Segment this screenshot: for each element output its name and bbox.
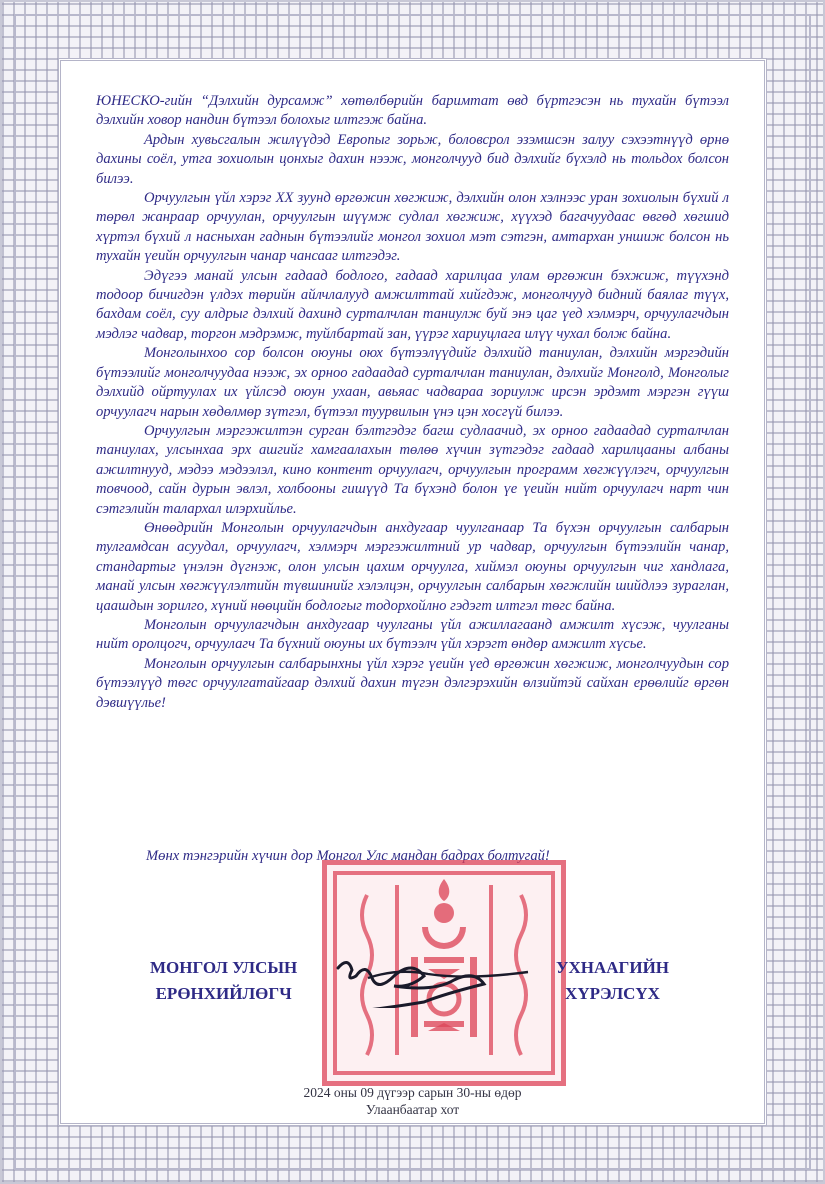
paragraph: Орчуулгын мэргэжилтэн сурган бэлтгэдэг багш судлаачид, эх орноо гадаадад сурталчлан таниулах, улсынхаа эрх ашгийг хамгаалахын төлөө хүчин зүтгэдэг гадаад харилцааны албаны ажилтнууд, мэдээ мэдээлэл, кино контент орчуулагч, орчуулгын программ хөгжүүлэгч, орчуулгын товчоод, сайн дурын эвлэл, холбооны гишүүд Та бүхэнд болон үе үеийн нийт орчуулагч нарт чин сэтгэлийн талархал илэрхийлье. — [96, 422, 729, 517]
paragraph: Монголын орчуулагчдын анхдугаар чуулганы үйл ажиллагаанд амжилт хүсэж, чуулганы нийт оролцогч, орчуулагч Та бүхний оюуны их бүтээлч үйл хэрэгт өндөр амжилт хүсье. — [96, 616, 729, 653]
paragraph: Өнөөдрийн Монголын орчуулагчдын анхдугаар чуулганаар Та бүхэн орчуулгын салбарын тулгамдсан асуудал, орчуулагч, хэлмэрч мэргэжилтний ур чадвар, орчуулгын бүтээлийн чанар, стандартыг үнэлэн дүгнэж, олон улсын цахим орчуулга, хиймэл оюуны орчуулгын чиг хандлага, манай улсын хөгжүүлэлтийн түвшинийг хэлэлцэн, орчуулгын салбарын хөгжлийн шийдлээ зураглан, цаашдын зорилго, хүний нөөцийн бодлогыг тодорхойлно гэдэгт илтгэл төгс байна. — [96, 519, 729, 614]
signatory-name-line: УХНААГИЙН — [556, 958, 670, 977]
place-line: Улаанбаатар хот — [365, 1102, 460, 1117]
signatory-title — [150, 955, 297, 1007]
date-place — [0, 1084, 825, 1118]
handwritten-signature-icon — [308, 948, 558, 1008]
signatory-title-line: МОНГОЛ УЛСЫН — [150, 958, 298, 977]
signatory-title-line: ЕРӨНХИЙЛӨГЧ — [155, 984, 292, 1003]
paragraph: Ардын хувьсгалын жилүүдэд Европыг зорьж, боловсрол эзэмшсэн залуу сэхээтнүүд өрнө дахины соёл, утга зохиолын цонхыг дахин нээж, монголчууд бид дэлхийг бүхэлд нь тольдох болсон билээ. — [96, 131, 729, 187]
paragraph: Монголынхоо сор болсон оюуны оюх бүтээлүүдийг дэлхийд таниулан, дэлхийн мэргэдийн бүтээлийг монголчуудаа нээж, эх орноо гадаадад сурталчлан таниулан, дэлхийг Монголд, Монголыг дэлхийд ойртуулах их үйлсэд оюун ухаан, авьяас чадвараа зориулж ирсэн эрдэмт мэргэн гүүш орчуулагч нарын хөдөлмөр зүтгэл, бүтээл туурвилын үнэ цэн хосгүй билээ. — [96, 345, 729, 420]
signatory-name — [556, 955, 669, 1007]
paragraph: Эдүгээ манай улсын гадаад бодлого, гадаад харилцаа улам өргөжин бэхжиж, түүхэнд тодоор бичигдэн үлдэх төрийн айлчлалууд амжилттай хийгдэж, монголчууд бидний баялаг түүх, бахдам соёл, суу алдрыг дэлхий дахинд сурталчлан таниулж буй энэ цаг үед хэлмэрч, орчуулагчдын мэдлэг чадвар, торгон мэдрэмж, туйлбартай зан, үүрэг хариуцлага илүү чухал болж байна. — [96, 267, 729, 342]
date-line: 2024 оны 09 дүгээр сарын 30-ны өдөр — [303, 1085, 522, 1100]
closing-line: Мөнх тэнгэрийн хүчин дор Монгол Улс мандан бадрах болтугай! — [146, 848, 550, 864]
paragraph: ЮНЕСКО-гийн “Дэлхийн дурсамж” хөтөлбөрийн баримтат өвд бүртгэсэн нь тухайн бүтээл дэлхийн ховор нандин бүтээл болохыг илтгэж байна. — [96, 93, 729, 129]
letter-body — [96, 92, 729, 713]
paragraph: Монголын орчуулгын салбарынхны үйл хэрэг үеийн үед өргөжин хөгжиж, монголчуудын сор бүтээлүүд төгс орчуулгатайгаар дэлхий дахин түгэн дэлгэрэхийн өлзийтэй сайхан ерөөлийг өргөн дэвшүүлье! — [96, 655, 729, 711]
paragraph: Орчуулгын үйл хэрэг XX зуунд өргөжин хөгжиж, дэлхийн олон хэлнээс уран зохиолын бүхий л төрөл жанраар орчуулан, орчуулгын шүүмж судлал хөгжиж, хүүхэд багачуудаас өвгөд хөгшид хүртэл бүхий л насныхан гаднын бүтээлийг монгол зохиол мэт сэтгэн, амтархан уншиж болсон нь тухайн үеийн орчуулгын чанар чансааг илтгэдэг. — [96, 190, 729, 265]
signatory-name-line: ХҮРЭЛСҮХ — [565, 984, 660, 1003]
